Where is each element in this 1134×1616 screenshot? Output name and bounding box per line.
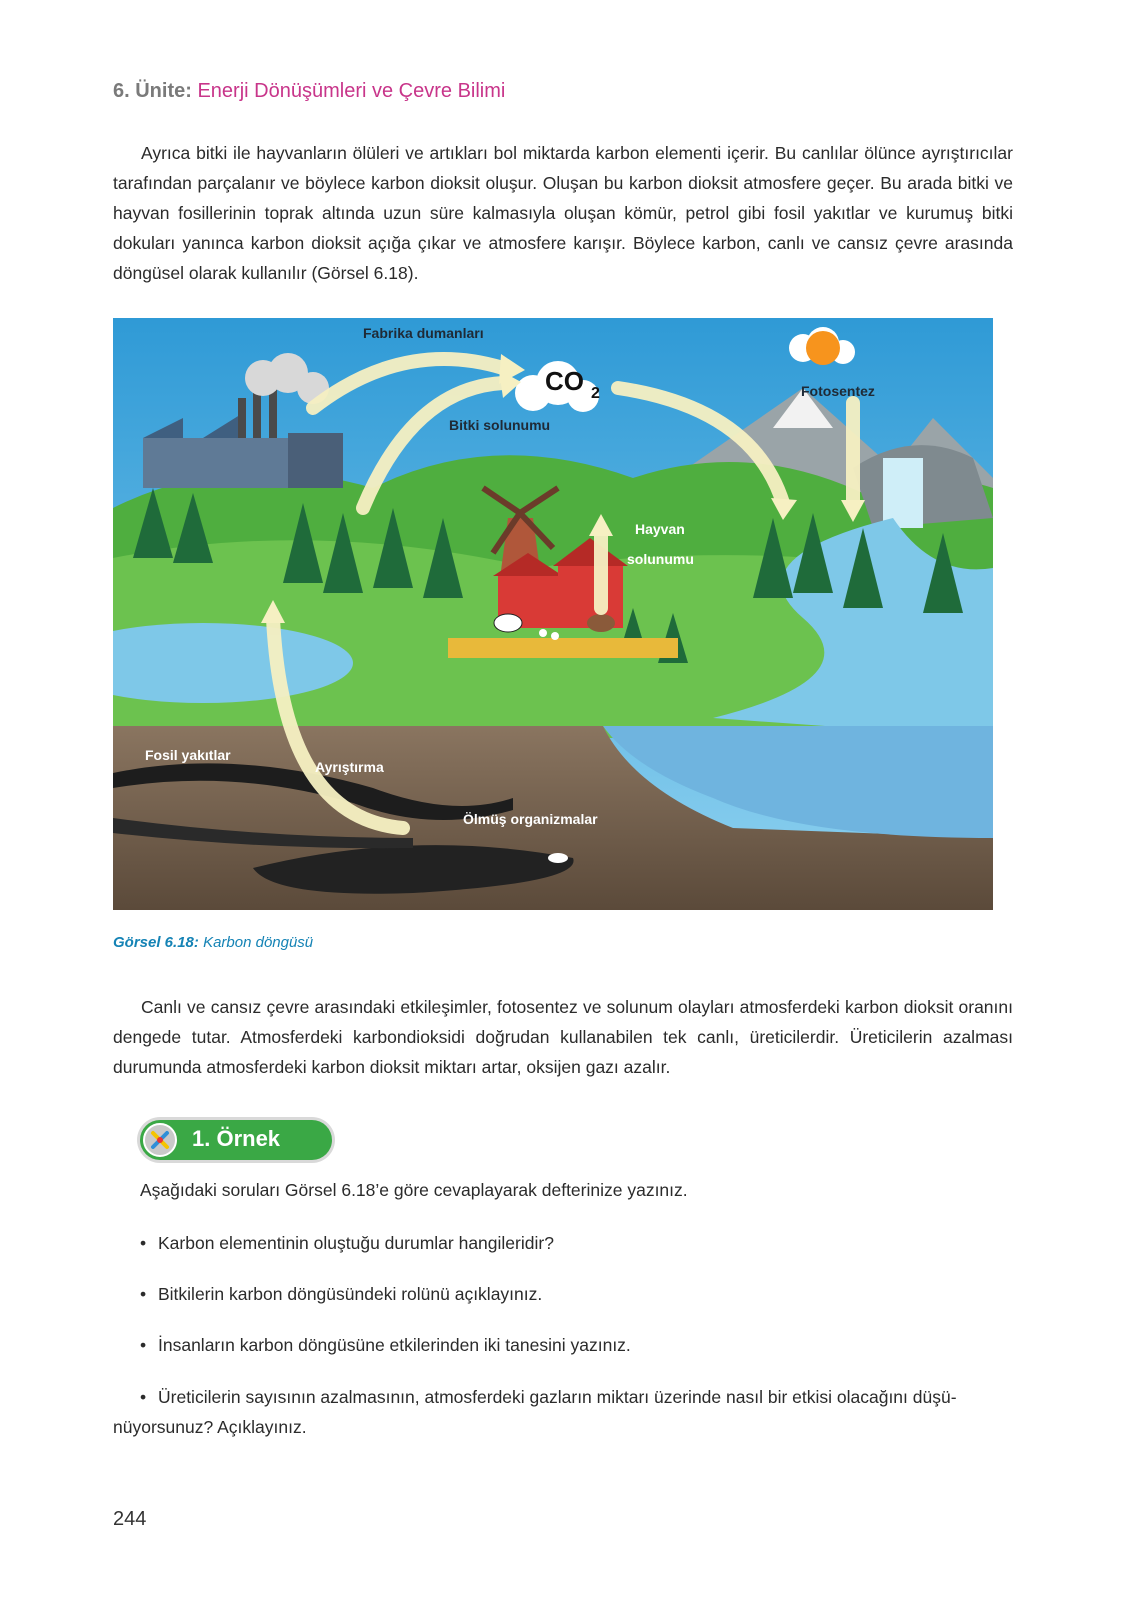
bullet-dot: • — [140, 1233, 147, 1253]
carbon-cycle-illustration — [113, 318, 993, 910]
label-co2: CO — [545, 366, 584, 396]
paragraph-1 — [113, 138, 1013, 288]
question-text-line1: Üreticilerin sayısının azalmasının, atmosferdeki gazların miktarı üzerinde nasıl bir etkisi olacağını düşü- — [158, 1387, 957, 1407]
caption-text: Karbon döngüsü — [203, 934, 314, 951]
tools-icon — [143, 1123, 177, 1157]
unit-header — [113, 80, 505, 103]
dead-animal — [548, 853, 568, 863]
paragraph-2-text: Canlı ve cansız çevre arasındaki etkileşimler, fotosentez ve solunum olayları atmosferdeki karbon dioksit oranını dengede tutar. Atmosferdeki karbondioksidi doğrudan kullanabilen tek canlı, üreticilerdir. Üreticilerin azalması durumunda atmosferdeki karbon dioksit miktarı artar, oksijen gazı azalır. — [113, 997, 1013, 1077]
bullet-dot: • — [140, 1387, 147, 1407]
caption-label: Görsel 6.18: — [113, 934, 199, 951]
question-text: Karbon elementinin oluştuğu durumlar hangileridir? — [158, 1233, 554, 1253]
example-badge — [140, 1120, 332, 1160]
figure-caption — [113, 934, 313, 951]
page-number: 244 — [113, 1508, 147, 1530]
label-animal-respiration-line2: solunumu — [627, 551, 694, 567]
bullet-dot: • — [140, 1284, 147, 1304]
unit-title: Enerji Dönüşümleri ve Çevre Bilimi — [197, 80, 506, 102]
waterfall — [883, 458, 923, 528]
question-text-line2: nüyorsunuz? Açıklayınız. — [113, 1417, 307, 1437]
question-item — [140, 1228, 1013, 1258]
example-label: 1. Örnek — [192, 1126, 281, 1151]
unit-number: 6. Ünite: — [113, 80, 192, 102]
question-text: Bitkilerin karbon döngüsündeki rolünü açıklayınız. — [158, 1284, 543, 1304]
question-item — [113, 1382, 1013, 1442]
paragraph-2 — [113, 992, 1013, 1082]
label-animal-respiration-line1: Hayvan — [635, 521, 685, 537]
label-co2-subscript: 2 — [591, 385, 600, 402]
label-fossil-fuels: Fosil yakıtlar — [145, 747, 231, 763]
question-item — [140, 1330, 1013, 1360]
fence — [448, 638, 678, 658]
label-photosynthesis: Fotosentez — [801, 383, 875, 399]
label-factory-smoke: Fabrika dumanları — [363, 325, 484, 341]
tools-icon-glyph — [145, 1125, 175, 1155]
label-decomposition: Ayrıştırma — [315, 759, 384, 775]
question-item — [140, 1279, 1013, 1309]
question-text: İnsanların karbon döngüsüne etkilerinden iki tanesini yazınız. — [158, 1335, 631, 1355]
label-plant-respiration: Bitki solunumu — [449, 417, 551, 433]
sun — [806, 331, 840, 365]
bullet-dot: • — [140, 1335, 147, 1355]
questions-intro: Aşağıdaki soruları Görsel 6.18’e göre cevaplayarak defterinize yazınız. — [140, 1180, 688, 1200]
paragraph-1-text: Ayrıca bitki ile hayvanların ölüleri ve artıkları bol miktarda karbon elementi içerir. Bu canlılar ölünce ayrıştırıcılar tarafından parçalanır ve böylece karbon dioksit oluşur. Oluşan bu karbon dioksit atmosfere geçer. Bu arada bitki ve hayvan fosillerinin toprak altında uzun süre kalmasıyla oluşan kömür, petrol gibi fosil yakıtlar ve kurumuş bitki dokuları yanınca karbon dioksit açığa çıkar ve atmosfere karışır. Böylece karbon, canlı ve cansız çevre arasında döngüsel olarak kullanılır (Görsel 6.18). — [113, 143, 1013, 283]
carbon-cycle-figure — [113, 318, 1013, 922]
label-dead-organisms: Ölmüş organizmalar — [463, 811, 598, 827]
